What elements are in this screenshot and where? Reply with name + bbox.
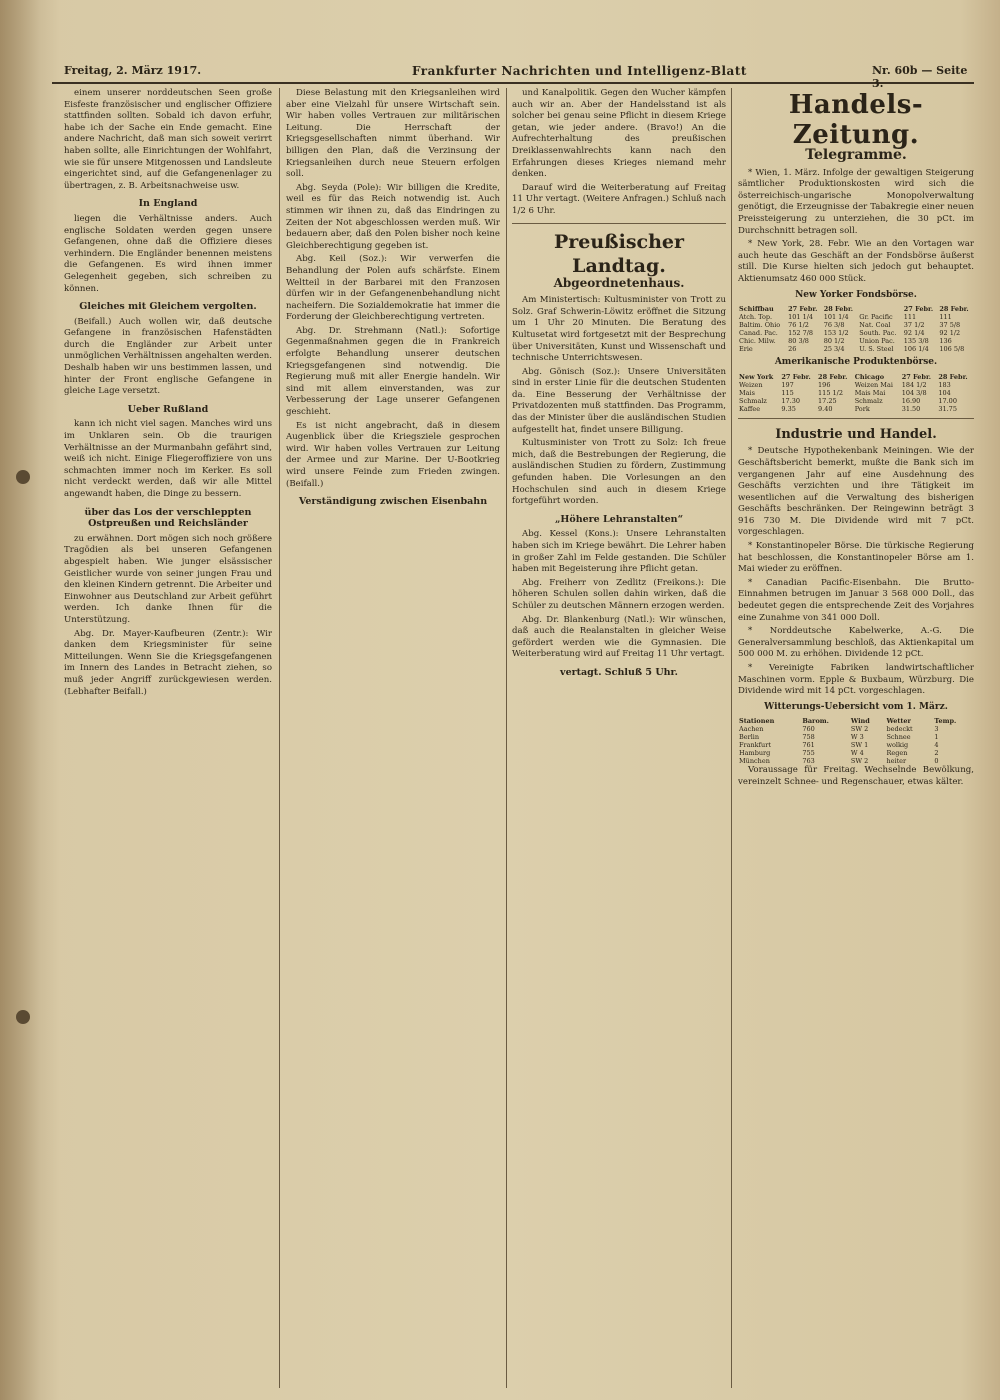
table-row — [738, 757, 974, 765]
table-cell: 153 1/2 — [823, 329, 849, 338]
table-cell: 37 1/2 — [903, 321, 925, 330]
table-cell: 106 5/8 — [939, 345, 965, 354]
table-cell: Erie — [739, 345, 753, 354]
table-cell: W 4 — [850, 749, 864, 758]
column-2 — [286, 88, 500, 1388]
table-cell: 17.30 — [781, 396, 801, 405]
table-cell: 1 — [934, 733, 939, 742]
table-cell: New York — [739, 372, 774, 381]
table-cell: heiter — [886, 757, 907, 766]
article-text: * Wien, 1. März. Infolge der gewaltigen Steigerung sämtlicher Produktionskosten wird sich die österreichisch-ungarische Monopolverwaltung genötigt, die Erzeugnisse der Tabakregie einer neuen Preissteigerung zu unterziehen, die 30 pCt. im Durchschnitt betragen soll. — [738, 167, 974, 236]
table-cell: Mais — [739, 388, 755, 397]
column-rule — [506, 88, 507, 1388]
column-footer: vertagt. Schluß 5 Uhr. — [560, 666, 678, 678]
table-cell: 115 — [781, 388, 794, 397]
table-cell: Temp. — [934, 717, 957, 726]
table-cell: Union Pac. — [859, 337, 895, 346]
landtag-subtitle: Abgeordnetenhaus. — [553, 275, 685, 290]
column-1 — [64, 88, 272, 1388]
article-text: Voraussage für Freitag. Wechselnde Bewölkung, vereinzelt Schnee- und Regenschauer, etwas kälter. — [738, 765, 974, 787]
table-cell: München — [739, 757, 770, 766]
table-cell: 763 — [802, 757, 815, 766]
landtag-title: Preußischer Landtag. — [553, 230, 685, 277]
table-cell: SW 2 — [850, 725, 869, 734]
article-text: Kultusminister von Trott zu Solz: Ich freue mich, daß die Bestrebungen der Regierung, die ausländischen Studien zu fördern, Zustimmung gefunden haben. Die Vorlesungen an den Hochschulen sind auch in diesem Kriege fortgeführt worden. — [512, 438, 726, 507]
table-cell: 9.35 — [781, 404, 796, 413]
column-rule — [279, 88, 280, 1388]
table-cell: 104 — [938, 388, 951, 397]
article-text: * Konstantinopeler Börse. Die türkische Regierung hat beschlossen, die Konstantinopeler Börse am 1. Mai wieder zu eröffnen. — [738, 541, 974, 575]
table-row — [738, 405, 974, 413]
table-cell: U. S. Steel — [859, 345, 894, 354]
table-cell: 111 — [903, 313, 917, 322]
table-cell: 101 1/4 — [788, 313, 814, 322]
table-cell: wolkig — [886, 741, 909, 750]
table-cell: 115 1/2 — [818, 388, 843, 397]
table-cell: Stationen — [739, 717, 775, 726]
article-text: Darauf wird die Weiterberatung auf Freitag 11 Uhr vertagt. (Weitere Anfragen.) Schluß nach 1/2 6 Uhr. — [512, 182, 726, 216]
table-cell: 197 — [781, 380, 794, 389]
section-divider — [738, 418, 974, 419]
article-text: liegen die Verhältnisse anders. Auch englische Soldaten werden gegen unsere Gefangenen, ohne daß die Offiziere dieses verhindern. Die Engländer benennen meistens die Gefangenen. Es wird ihnen immer Gelegenheit gegeben, sich schreiben zu können. — [64, 213, 272, 294]
page-edge-stain — [0, 0, 60, 1400]
table-cell: 28 Febr. — [823, 305, 854, 314]
table-row — [738, 305, 974, 313]
table-cell: 27 Febr. — [903, 305, 934, 314]
table-row — [738, 741, 974, 749]
article-text: * New York, 28. Febr. Wie an den Vortagen war auch heute das Geschäft an der Fondsbörse äußerst still. Die Kurse hielten sich jedoch gut behauptet. Aktienumsatz 460 000 Stück. — [738, 239, 974, 284]
table-cell: 9.40 — [818, 404, 833, 413]
table-cell: 758 — [802, 733, 815, 742]
table-cell: 761 — [802, 741, 815, 750]
article-text: (Beifall.) Auch wollen wir, daß deutsche Gefangene in französischen Hafenstädten durch die Engländer zur Arbeit unter unmöglichen Verhältnissen angehalten werden. Deshalb haben wir uns bestimmen lassen, und hinter der Front englische Gefangene in gleiche Lage versetzt. — [64, 316, 272, 397]
table-row — [738, 749, 974, 757]
table-cell: Wetter — [886, 717, 911, 726]
table-caption: Amerikanische Produktenbörse. — [774, 357, 938, 368]
table-cell: 2 — [934, 749, 939, 758]
table-cell: 17.00 — [938, 396, 957, 405]
weather-table — [738, 717, 974, 765]
table-cell: 16.90 — [901, 396, 921, 405]
section-heading: „Höhere Lehranstalten“ — [554, 513, 684, 525]
binding-hole — [16, 470, 30, 484]
table-cell: 106 1/4 — [903, 345, 929, 354]
table-cell: 27 Febr. — [788, 305, 818, 314]
header-title: Frankfurter Nachrichten und Intelligenz-Blatt — [412, 64, 747, 78]
table-cell: 37 5/8 — [939, 321, 961, 330]
stock-table — [738, 305, 974, 353]
table-cell: 27 Febr. — [781, 372, 811, 381]
article-text: Abg. Dr. Strehmann (Natl.): Sofortige Gegenmaßnahmen gegen die in Frankreich erfolgte Behandlung unserer deutschen Kriegsgefangenen sind notwendig. Die Regierung muß mit aller Energie handeln. Wir sind mit allem einverstanden, was zur Verbesserung der Lage unserer Gefangenen geschieht. — [286, 325, 500, 418]
article-text: * Canadian Pacific-Eisenbahn. Die Brutto-Einnahmen betrugen im Januar 3 568 000 Doll., das bedeutet gegen die entsprechende Zeit des Vorjahres eine Zunahme von 341 000 Doll. — [738, 577, 974, 623]
industrie-title: Industrie und Handel. — [775, 426, 937, 442]
table-cell: 27 Febr. — [901, 372, 932, 381]
table-cell: 80 3/8 — [788, 337, 809, 346]
article-text: Abg. Dr. Blankenburg (Natl.): Wir wünschen, daß auch die Realanstalten in gleicher Weise gefördert werden wie die Gymnasien. Die Weiterberatung wird auf Freitag 11 Uhr vertagt. — [512, 614, 726, 660]
table-cell: Weizen — [739, 380, 763, 389]
table-cell: bedeckt — [886, 725, 913, 734]
table-cell: 111 — [939, 313, 952, 322]
article-text: Es ist nicht angebracht, daß in diesem Augenblick über die Kriegsziele gesprochen wird. Wir haben volles Vertrauen zur Leitung der Armee und zur Marine. Der U-Bootkrieg wird unsere Feinde zum Frieden zwingen. (Beifall.) — [286, 420, 500, 489]
article-text: Abg. Kessel (Kons.): Unsere Lehranstalten haben sich im Kriege bewährt. Die Lehrer haben in großer Zahl im Felde gestanden. Die Schüler haben mit Begeisterung ihre Pflicht getan. — [512, 529, 726, 575]
table-cell: 17.25 — [818, 396, 837, 405]
table-cell: 28 Febr. — [818, 372, 848, 381]
article-text: * Deutsche Hypothekenbank Meiningen. Wie der Geschäftsbericht bemerkt, mußte die Bank sich im vergangenen Jahr auf eine Ausdehnung des Geschäfts verzichten und ihre Tätigkeit im wesentlichen auf die Verwaltung des bisherigen Geschäfts beschränken. Der Reingewinn beträgt 3 916 730 M. Die Dividende wird mit 7 pCt. vorgeschlagen. — [738, 446, 974, 538]
table-row — [738, 373, 974, 381]
produce-table — [738, 373, 974, 413]
table-cell: 31.75 — [938, 404, 957, 413]
table-cell: 92 1/4 — [903, 329, 925, 338]
table-cell: 26 — [788, 345, 797, 354]
table-cell: Schmalz — [854, 396, 883, 405]
table-cell: Frankfurt — [739, 741, 771, 750]
table-cell: SW 2 — [850, 757, 869, 766]
section-heading: über das Los der verschleppten Ostpreußen und Reichsländer — [84, 506, 252, 530]
table-cell: 76 3/8 — [823, 321, 845, 330]
table-cell: South. Pac. — [859, 329, 897, 338]
table-cell: 4 — [934, 741, 939, 750]
article-text: Abg. Dr. Mayer-Kaufbeuren (Zentr.): Wir danken dem Kriegsminister für seine Mitteilungen. Wenn Sie die Kriegsgefangenen im Innern des Landes in Betracht ziehen, so muß jeder Angriff zurückgewiesen werden. (Lebhafter Beifall.) — [64, 628, 272, 697]
table-cell: Pork — [854, 404, 870, 413]
table-cell: Chic. Milw. — [739, 337, 776, 346]
table-cell: Kaffee — [739, 404, 761, 413]
table-cell: Canad. Pac. — [739, 329, 778, 338]
table-cell: 760 — [802, 725, 815, 734]
table-cell: 136 — [939, 337, 952, 346]
article-text: Abg. Keil (Soz.): Wir verwerfen die Behandlung der Polen aufs schärfste. Einem Weltteil in der Barbarei mit den Franzosen dürfen wir in der Gefangenenbehandlung nicht nacheifern. Die Sozialdemokratie hat immer die Forderung der Gleichberechtigung vertreten. — [286, 254, 500, 323]
section-heading: Ueber Rußland — [127, 403, 209, 415]
table-cell — [858, 305, 902, 313]
article-text: Am Ministertisch: Kultusminister von Trott zu Solz. Graf Schwerin-Löwitz eröffnet die Sitzung um 1 Uhr 20 Minuten. Die Beratung des Kultusetat wird fortgesetzt mit der Besprechung über Universitäten, Kunst und Wissenschaft und technische Unterrichtswesen. — [512, 295, 726, 364]
table-cell: 101 1/4 — [823, 313, 849, 322]
table-cell: 135 3/8 — [903, 337, 929, 346]
table-cell: Schmalz — [739, 396, 767, 405]
table-cell: 92 1/2 — [939, 329, 961, 338]
table-cell: 28 Febr. — [938, 372, 968, 381]
table-cell: Mais Mai — [854, 388, 886, 397]
table-cell: 3 — [934, 725, 939, 734]
table-row — [738, 733, 974, 741]
page-header — [52, 58, 974, 90]
table-cell: 76 1/2 — [788, 321, 809, 330]
table-cell: 80 1/2 — [823, 337, 845, 346]
table-cell: Baltim. Ohio — [739, 321, 781, 330]
table-cell: Nat. Coal — [859, 321, 891, 330]
table-cell: 0 — [934, 757, 939, 766]
column-4 — [738, 88, 974, 1388]
article-text: Abg. Seyda (Pole): Wir billigen die Kredite, weil es für das Reich notwendig ist. Auch stimmen wir ihnen zu, daß das Eindringen zu Zeiten der Not abgeschlossen werden muß. Wir bedauern aber, daß den Polen bisher noch keine Gleichberechtigung gegeben ist. — [286, 182, 500, 251]
table-cell: W 3 — [850, 733, 864, 742]
table-cell: 755 — [802, 749, 815, 758]
column-3 — [512, 88, 726, 1388]
article-text: * Norddeutsche Kabelwerke, A.-G. Die Generalversammlung beschloß, das Aktienkapital um 500 000 M. zu erhöhen. Dividende 12 pCt. — [738, 626, 974, 660]
table-caption: New Yorker Fondsbörse. — [795, 289, 917, 300]
binding-hole — [16, 1010, 30, 1024]
table-cell: Atch. Top. — [739, 313, 773, 322]
table-caption: Witterungs-Uebersicht vom 1. März. — [764, 701, 948, 712]
table-cell: Chicago — [854, 372, 885, 381]
table-row — [738, 397, 974, 405]
table-row — [738, 329, 974, 337]
table-cell: Aachen — [739, 725, 764, 734]
header-page-number: Nr. 60b — Seite 3. — [872, 64, 968, 90]
table-cell: Schnee — [886, 733, 911, 742]
section-divider — [512, 223, 726, 224]
table-cell: Hamburg — [739, 749, 771, 758]
table-row — [738, 321, 974, 329]
article-text: einem unserer norddeutschen Seen große Eisfeste französischer und englischer Offiziere stattfinden sollten. Sobald ich davon erfuhr, habe ich der Sache ein Ende gemacht. Eine andere Nachricht, daß man sich soweit verirrt haben sollte, alle Einrichtungen der Wohlfahrt, wie sie für unsere Mitgenossen und Landsleute eingerichtet sind, auf die Gefangenenlager zu übertragen, z. B. Arbeitsnachweise usw. — [64, 88, 272, 191]
table-row — [738, 389, 974, 397]
table-row — [738, 717, 974, 725]
table-cell: Regen — [886, 749, 908, 758]
table-cell: Schiffbau — [739, 305, 774, 314]
table-cell: SW 1 — [850, 741, 869, 750]
article-text: Diese Belastung mit den Kriegsanleihen wird aber eine Vielzahl für unsere Wirtschaft sein. Wir haben volles Vertrauen zur militärischen Leitung. Die Herrschaft der Kriegsgesellschaften nimmt überhand. Wir billigen den Plan, daß die Verzinsung der Kriegsanleihen durch neue Steuern erfolgen soll. — [286, 88, 500, 180]
table-cell: Gr. Pacific — [859, 313, 893, 322]
table-cell: Barom. — [802, 717, 829, 726]
table-cell: 104 3/8 — [901, 388, 927, 397]
handels-zeitung-title: Handels-Zeitung. — [788, 90, 924, 150]
table-cell: 183 — [938, 380, 951, 389]
table-cell: Wind — [850, 717, 870, 726]
table-cell: 28 Febr. — [939, 305, 969, 314]
article-text: und Kanalpolitik. Gegen den Wucher kämpfen auch wir an. Aber der Handelsstand ist als solcher bei genau seine Pflicht in diesem Kriege getan, wie jeder andere. (Bravo!) An die Aufrechterhaltung des preußischen Dreiklassenwahlrechts kann nach den Erfahrungen dieses Krieges niemand mehr denken. — [512, 88, 726, 180]
article-text: zu erwähnen. Dort mögen sich noch größere Tragödien als bei unseren Gefangenen abgespielt haben. Wie junger elsässischer Geistlicher wurde von seiner jungen Frau und den kleinen Kindern getrennt. Die Arbeiter und Einwohner aus Deutschland zur Arbeit geführt werden. Ich danke Ihnen für die Unterstützung. — [64, 533, 272, 625]
table-cell: 25 3/4 — [823, 345, 845, 354]
table-row — [738, 381, 974, 389]
column-rule — [731, 88, 732, 1388]
table-cell: 196 — [818, 380, 831, 389]
table-cell: Weizen Mai — [854, 380, 893, 389]
table-cell: 184 1/2 — [901, 380, 927, 389]
table-row — [738, 313, 974, 321]
header-date: Freitag, 2. März 1917. — [64, 64, 202, 77]
table-cell: 31.50 — [901, 404, 921, 413]
article-text: Abg. Freiherr von Zedlitz (Freikons.): Die höheren Schulen sollen dahin wirken, daß die Schüler zu deutschen Männern erzogen werden. — [512, 577, 726, 611]
article-text: * Vereinigte Fabriken landwirtschaftlicher Maschinen vorm. Epple & Buxbaum, Würzburg. Die Dividende wird mit 14 pCt. vorgeschlagen. — [738, 663, 974, 697]
telegramme-subtitle: Telegramme. — [805, 147, 907, 163]
table-row — [738, 725, 974, 733]
table-row — [738, 337, 974, 345]
table-row — [738, 345, 974, 353]
article-text: kann ich nicht viel sagen. Manches wird uns im Unklaren sein. Ob die traurigen Verhältnisse an der Murmanbahn gefährt sind, weiß ich nicht. Einige Fliegeroffiziere von uns schmachten immer noch im Kerker. Es soll nicht verdeckt werden, daß wir alle Mittel angewandt haben, die Dinge zu bessern. — [64, 419, 272, 499]
table-cell: 152 7/8 — [788, 329, 814, 338]
column-footer: Verständigung zwischen Eisenbahn — [298, 496, 488, 508]
section-heading: Gleiches mit Gleichem vergolten. — [79, 301, 257, 313]
section-heading: In England — [138, 198, 198, 210]
article-text: Abg. Gönisch (Soz.): Unsere Universitäten sind in erster Linie für die deutschen Studenten da. Eine Besserung der Verhältnisse der Privatdozenten muß stattfinden. Das Programm, das der Minister über die ausländischen Studien aufgestellt hat, findet unsere Billigung. — [512, 366, 726, 435]
table-cell: Berlin — [739, 733, 760, 742]
